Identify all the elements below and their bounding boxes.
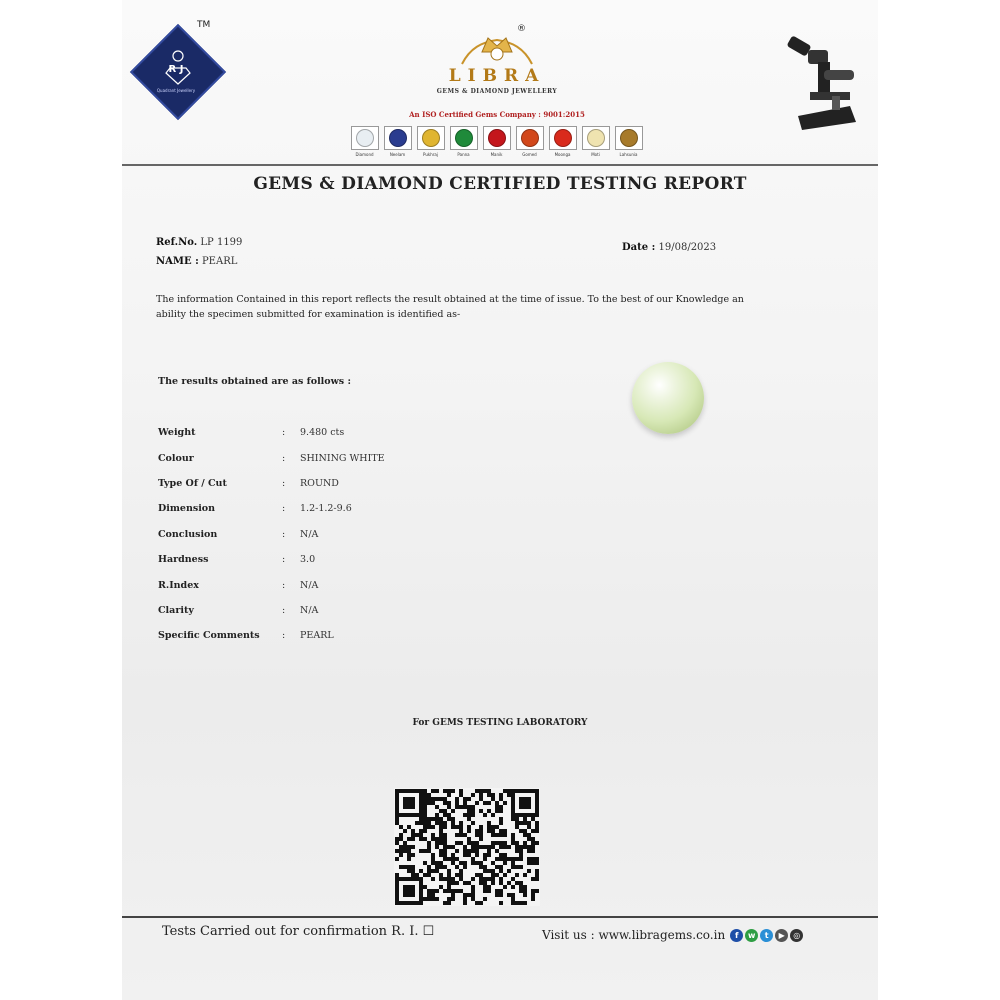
- spec-row: [158, 598, 385, 623]
- gem-item: [515, 126, 544, 157]
- qr-code[interactable]: [394, 788, 540, 906]
- footer-divider: [122, 916, 878, 918]
- gem-name: Pukhraj: [423, 152, 438, 157]
- brand-name: LIBRA: [448, 66, 546, 86]
- crown-icon: [452, 28, 542, 68]
- specimen-name: [156, 256, 237, 267]
- spec-table: [158, 420, 385, 649]
- spec-label: Specific Comments: [158, 630, 260, 642]
- spec-label: Conclusion: [158, 528, 218, 540]
- gem-name: Panna: [457, 152, 470, 157]
- gem-swatch-icon: [516, 126, 544, 150]
- spec-colon: :: [282, 528, 286, 540]
- spec-colon: :: [282, 503, 286, 515]
- spec-label: Type Of / Cut: [158, 477, 227, 489]
- lab-signature-line: For GEMS TESTING LABORATORY: [412, 718, 588, 728]
- pearl-image: [632, 362, 704, 434]
- spec-row: [158, 496, 385, 521]
- footer-visit: [542, 928, 803, 942]
- website-link[interactable]: Visit us : www.libragems.co.in: [542, 928, 726, 942]
- gem-swatch-icon: [351, 126, 379, 150]
- registered-mark: ®: [517, 24, 526, 34]
- gem-swatch-icon: [615, 126, 643, 150]
- spec-colon: :: [282, 554, 286, 566]
- gem-item: [350, 126, 379, 157]
- gem-name: Moti: [591, 152, 600, 157]
- gem-item: [614, 126, 643, 157]
- gem-name: Lahsunia: [619, 152, 638, 157]
- social-icons: [730, 929, 803, 942]
- iso-line: An ISO Certified Gems Company : 9001:2015: [409, 110, 585, 119]
- spec-value: 9.480 cts: [300, 427, 345, 439]
- report-date: [622, 242, 716, 253]
- spec-row: [158, 547, 385, 572]
- gem-item: [383, 126, 412, 157]
- youtube-icon[interactable]: ▶: [775, 929, 788, 942]
- spec-colon: :: [282, 604, 286, 616]
- spec-value: N/A: [300, 579, 319, 591]
- gem-strip: [350, 126, 650, 157]
- spec-colon: :: [282, 477, 286, 489]
- rj-logo-caption: Quadrant Jewellery: [156, 88, 196, 93]
- spec-label: Weight: [158, 427, 196, 439]
- gem-name: Diamond: [355, 152, 374, 157]
- brand-subtitle: GEMS & DIAMOND JEWELLERY: [436, 88, 558, 95]
- spec-row: [158, 572, 385, 597]
- ref-value: LP 1199: [200, 237, 243, 248]
- date-value: 19/08/2023: [658, 242, 717, 253]
- spec-colon: :: [282, 427, 286, 439]
- spec-colon: :: [282, 630, 286, 642]
- spec-label: Hardness: [158, 554, 209, 566]
- footer-confirmation: Tests Carried out for confirmation R. I. ☐: [162, 924, 435, 939]
- gem-name: Gomed: [522, 152, 537, 157]
- gem-swatch-icon: [384, 126, 412, 150]
- spec-colon: :: [282, 579, 286, 591]
- gem-swatch-icon: [417, 126, 445, 150]
- spec-row: [158, 420, 385, 445]
- spec-colon: :: [282, 452, 286, 464]
- ref-label: Ref.No.: [156, 237, 198, 248]
- spec-value: 3.0: [300, 554, 316, 566]
- spec-label: Dimension: [158, 503, 216, 515]
- spec-row: [158, 471, 385, 496]
- spec-row: [158, 522, 385, 547]
- facebook-icon[interactable]: f: [730, 929, 743, 942]
- instagram-icon[interactable]: ◎: [790, 929, 803, 942]
- rj-trademark: TM: [197, 20, 211, 30]
- gem-swatch-icon: [483, 126, 511, 150]
- spec-label: Colour: [158, 452, 194, 464]
- spec-value: SHINING WHITE: [300, 452, 385, 464]
- gem-name: Manik: [490, 152, 503, 157]
- name-label: NAME :: [156, 256, 199, 267]
- rj-logo-letters: R J: [168, 64, 184, 75]
- certificate-paper: [122, 0, 878, 1000]
- whatsapp-icon[interactable]: w: [745, 929, 758, 942]
- microscope-icon: [784, 36, 864, 136]
- date-label: Date :: [622, 242, 656, 253]
- gem-item: [548, 126, 577, 157]
- gem-name: Moonga: [554, 152, 571, 157]
- spec-value: N/A: [300, 604, 319, 616]
- gem-item: [581, 126, 610, 157]
- ref-number: [156, 237, 242, 248]
- twitter-icon[interactable]: t: [760, 929, 773, 942]
- gem-item: [416, 126, 445, 157]
- report-title: GEMS & DIAMOND CERTIFIED TESTING REPORT: [253, 174, 747, 194]
- gem-swatch-icon: [549, 126, 577, 150]
- gem-swatch-icon: [582, 126, 610, 150]
- spec-row: [158, 623, 385, 648]
- spec-row: [158, 445, 385, 470]
- header-divider: [122, 164, 878, 166]
- gem-swatch-icon: [450, 126, 478, 150]
- results-heading: The results obtained are as follows :: [158, 376, 351, 387]
- spec-value: N/A: [300, 528, 319, 540]
- intro-paragraph: The information Contained in this report reflects the result obtained at the time of issue. To the best of our Knowledge an ability the specimen submitted for examination is identified as-: [156, 294, 744, 320]
- spec-label: R.Index: [158, 579, 199, 591]
- spec-value: ROUND: [300, 477, 339, 489]
- spec-value: PEARL: [300, 630, 334, 642]
- gem-item: [449, 126, 478, 157]
- spec-label: Clarity: [158, 604, 194, 616]
- spec-value: 1.2-1.2-9.6: [300, 503, 352, 515]
- name-value: PEARL: [201, 256, 238, 267]
- gem-item: [482, 126, 511, 157]
- gem-name: Neelam: [389, 152, 406, 157]
